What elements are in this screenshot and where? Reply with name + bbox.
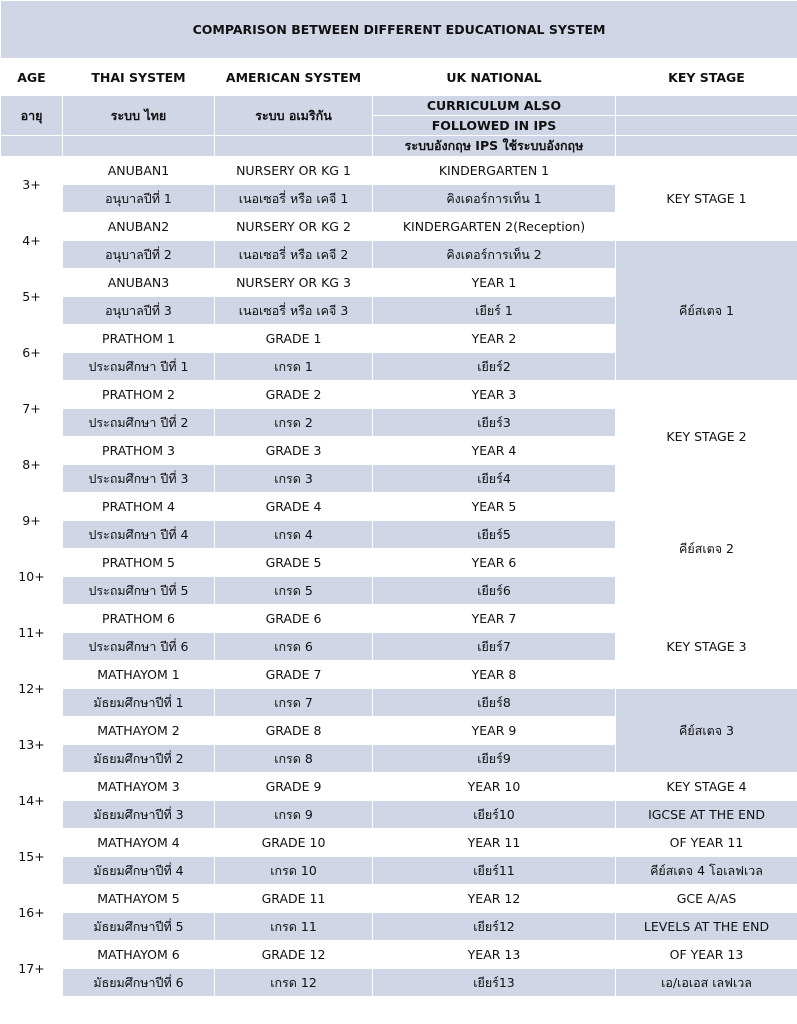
american-system-cell: เกรด 7 — [215, 689, 373, 717]
american-system-cell: GRADE 6 — [215, 605, 373, 633]
uk-national-cell: เยียร์11 — [373, 857, 616, 885]
subheader-thai-blank — [63, 136, 215, 157]
uk-national-cell: YEAR 4 — [373, 437, 616, 465]
subheader-american: ระบบ อเมริกัน — [215, 96, 373, 136]
table-row — [1, 157, 797, 185]
thai-system-cell: PRATHOM 2 — [63, 381, 215, 409]
header-american-system: AMERICAN SYSTEM — [215, 59, 373, 96]
uk-national-cell: เยียร์4 — [373, 465, 616, 493]
uk-national-cell: YEAR 11 — [373, 829, 616, 857]
thai-system-cell: มัธยมศึกษาปีที่ 5 — [63, 913, 215, 941]
thai-system-cell: MATHAYOM 3 — [63, 773, 215, 801]
uk-national-cell: เยียร์9 — [373, 745, 616, 773]
american-system-cell: เนอเซอรี่ หรือ เคจี 1 — [215, 185, 373, 213]
key-stage-cell: เอ/เอเอส เลฟเวล — [616, 969, 797, 997]
header-uk-national: UK NATIONAL — [373, 59, 616, 96]
thai-system-cell: อนุบาลปีที่ 2 — [63, 241, 215, 269]
uk-national-cell: เยียร์3 — [373, 409, 616, 437]
age-cell: 14+ — [1, 773, 63, 829]
key-stage-cell: OF YEAR 13 — [616, 941, 797, 969]
uk-national-cell: YEAR 10 — [373, 773, 616, 801]
subheader-age-blank — [1, 136, 63, 157]
american-system-cell: GRADE 10 — [215, 829, 373, 857]
table-row — [1, 381, 797, 409]
thai-system-cell: MATHAYOM 2 — [63, 717, 215, 745]
uk-national-cell: YEAR 1 — [373, 269, 616, 297]
american-system-cell: GRADE 7 — [215, 661, 373, 689]
uk-national-cell: YEAR 13 — [373, 941, 616, 969]
american-system-cell: GRADE 12 — [215, 941, 373, 969]
subheader-uk-line2: FOLLOWED IN IPS — [373, 116, 616, 136]
american-system-cell: GRADE 3 — [215, 437, 373, 465]
uk-national-cell: เยียร์ 1 — [373, 297, 616, 325]
american-system-cell: เกรด 11 — [215, 913, 373, 941]
american-system-cell: GRADE 2 — [215, 381, 373, 409]
uk-national-cell: คิงเดอร์การเท็น 1 — [373, 185, 616, 213]
american-system-cell: NURSERY OR KG 3 — [215, 269, 373, 297]
table-row — [1, 969, 797, 997]
american-system-cell: GRADE 11 — [215, 885, 373, 913]
thai-system-cell: ประถมศึกษา ปีที่ 1 — [63, 353, 215, 381]
thai-system-cell: ANUBAN3 — [63, 269, 215, 297]
subheader-thai: ระบบ ไทย — [63, 96, 215, 136]
age-cell: 16+ — [1, 885, 63, 941]
american-system-cell: เนอเซอรี่ หรือ เคจี 3 — [215, 297, 373, 325]
uk-national-cell: เยียร์13 — [373, 969, 616, 997]
american-system-cell: เกรด 6 — [215, 633, 373, 661]
american-system-cell: เกรด 4 — [215, 521, 373, 549]
table-row — [1, 493, 797, 521]
thai-system-cell: MATHAYOM 6 — [63, 941, 215, 969]
age-cell: 6+ — [1, 325, 63, 381]
thai-system-cell: ANUBAN1 — [63, 157, 215, 185]
thai-system-cell: PRATHOM 1 — [63, 325, 215, 353]
american-system-cell: เกรด 3 — [215, 465, 373, 493]
thai-system-cell: MATHAYOM 1 — [63, 661, 215, 689]
age-cell: 12+ — [1, 661, 63, 717]
american-system-cell: เกรด 12 — [215, 969, 373, 997]
uk-national-cell: YEAR 7 — [373, 605, 616, 633]
thai-system-cell: มัธยมศึกษาปีที่ 4 — [63, 857, 215, 885]
subheader-key-stage-blank — [616, 136, 797, 157]
thai-system-cell: PRATHOM 3 — [63, 437, 215, 465]
header-thai-system: THAI SYSTEM — [63, 59, 215, 96]
thai-system-cell: MATHAYOM 4 — [63, 829, 215, 857]
key-stage-cell: KEY STAGE 1 — [616, 157, 797, 241]
uk-national-cell: เยียร์10 — [373, 801, 616, 829]
table-row — [1, 941, 797, 969]
age-cell: 13+ — [1, 717, 63, 773]
key-stage-cell: OF YEAR 11 — [616, 829, 797, 857]
uk-national-cell: YEAR 6 — [373, 549, 616, 577]
uk-national-cell: เยียร์2 — [373, 353, 616, 381]
thai-system-cell: ประถมศึกษา ปีที่ 6 — [63, 633, 215, 661]
subheader-uk-line1: CURRICULUM ALSO — [373, 96, 616, 116]
american-system-cell: เกรด 9 — [215, 801, 373, 829]
key-stage-cell: LEVELS AT THE END — [616, 913, 797, 941]
thai-system-cell: มัธยมศึกษาปีที่ 1 — [63, 689, 215, 717]
key-stage-cell: KEY STAGE 3 — [616, 605, 797, 689]
american-system-cell: เกรด 8 — [215, 745, 373, 773]
american-system-cell: เกรด 10 — [215, 857, 373, 885]
american-system-cell: GRADE 5 — [215, 549, 373, 577]
uk-national-cell: YEAR 3 — [373, 381, 616, 409]
thai-system-cell: MATHAYOM 5 — [63, 885, 215, 913]
header-age: AGE — [1, 59, 63, 96]
age-cell: 5+ — [1, 269, 63, 325]
thai-system-cell: มัธยมศึกษาปีที่ 2 — [63, 745, 215, 773]
key-stage-cell: คีย์สเตจ 4 โอเลฟเวล — [616, 857, 797, 885]
key-stage-cell: คีย์สเตจ 2 — [616, 493, 797, 605]
uk-national-cell: คิงเดอร์การเท็น 2 — [373, 241, 616, 269]
key-stage-cell: KEY STAGE 2 — [616, 381, 797, 493]
uk-national-cell: เยียร์5 — [373, 521, 616, 549]
thai-system-cell: มัธยมศึกษาปีที่ 3 — [63, 801, 215, 829]
american-system-cell: เนอเซอรี่ หรือ เคจี 2 — [215, 241, 373, 269]
age-cell: 11+ — [1, 605, 63, 661]
uk-national-cell: เยียร์7 — [373, 633, 616, 661]
thai-system-cell: ประถมศึกษา ปีที่ 3 — [63, 465, 215, 493]
key-stage-cell: IGCSE AT THE END — [616, 801, 797, 829]
thai-system-cell: PRATHOM 4 — [63, 493, 215, 521]
uk-national-cell: YEAR 8 — [373, 661, 616, 689]
uk-national-cell: KINDERGARTEN 1 — [373, 157, 616, 185]
thai-system-cell: ประถมศึกษา ปีที่ 4 — [63, 521, 215, 549]
key-stage-cell: คีย์สเตจ 1 — [616, 241, 797, 381]
table-row — [1, 829, 797, 857]
uk-national-cell: YEAR 12 — [373, 885, 616, 913]
uk-national-cell: YEAR 5 — [373, 493, 616, 521]
key-stage-cell: KEY STAGE 4 — [616, 773, 797, 801]
thai-system-cell: มัธยมศึกษาปีที่ 6 — [63, 969, 215, 997]
age-cell: 15+ — [1, 829, 63, 885]
age-cell: 17+ — [1, 941, 63, 997]
table-row — [1, 605, 797, 633]
american-system-cell: GRADE 8 — [215, 717, 373, 745]
american-system-cell: GRADE 4 — [215, 493, 373, 521]
subheader-american-blank — [215, 136, 373, 157]
thai-system-cell: PRATHOM 6 — [63, 605, 215, 633]
american-system-cell: เกรด 2 — [215, 409, 373, 437]
american-system-cell: GRADE 1 — [215, 325, 373, 353]
thai-system-cell: อนุบาลปีที่ 1 — [63, 185, 215, 213]
table-row — [1, 913, 797, 941]
header-key-stage: KEY STAGE — [616, 59, 797, 96]
age-cell: 3+ — [1, 157, 63, 213]
subheader-age: อายุ — [1, 96, 63, 136]
table-row — [1, 885, 797, 913]
american-system-cell: เกรด 1 — [215, 353, 373, 381]
page-title: COMPARISON BETWEEN DIFFERENT EDUCATIONAL SYSTEM — [1, 1, 797, 59]
uk-national-cell: YEAR 9 — [373, 717, 616, 745]
thai-system-cell: ประถมศึกษา ปีที่ 5 — [63, 577, 215, 605]
table-row — [1, 857, 797, 885]
table-row — [1, 689, 797, 717]
thai-system-cell: อนุบาลปีที่ 3 — [63, 297, 215, 325]
thai-system-cell: ประถมศึกษา ปีที่ 2 — [63, 409, 215, 437]
uk-national-cell: เยียร์8 — [373, 689, 616, 717]
subheader-key-stage-blank — [616, 116, 797, 136]
uk-national-cell: KINDERGARTEN 2(Reception) — [373, 213, 616, 241]
table-row — [1, 773, 797, 801]
key-stage-cell: GCE A/AS — [616, 885, 797, 913]
age-cell: 4+ — [1, 213, 63, 269]
key-stage-cell: คีย์สเตจ 3 — [616, 689, 797, 773]
american-system-cell: เกรด 5 — [215, 577, 373, 605]
uk-national-cell: เยียร์6 — [373, 577, 616, 605]
thai-system-cell: PRATHOM 5 — [63, 549, 215, 577]
uk-national-cell: เยียร์12 — [373, 913, 616, 941]
age-cell: 8+ — [1, 437, 63, 493]
table-row — [1, 241, 797, 269]
american-system-cell: GRADE 9 — [215, 773, 373, 801]
american-system-cell: NURSERY OR KG 2 — [215, 213, 373, 241]
table-row — [1, 801, 797, 829]
age-cell: 7+ — [1, 381, 63, 437]
age-cell: 9+ — [1, 493, 63, 549]
uk-national-cell: YEAR 2 — [373, 325, 616, 353]
subheader-uk-line3: ระบบอังกฤษ IPS ใช้ระบบอังกฤษ — [373, 136, 616, 157]
thai-system-cell: ANUBAN2 — [63, 213, 215, 241]
age-cell: 10+ — [1, 549, 63, 605]
subheader-key-stage-blank — [616, 96, 797, 116]
american-system-cell: NURSERY OR KG 1 — [215, 157, 373, 185]
